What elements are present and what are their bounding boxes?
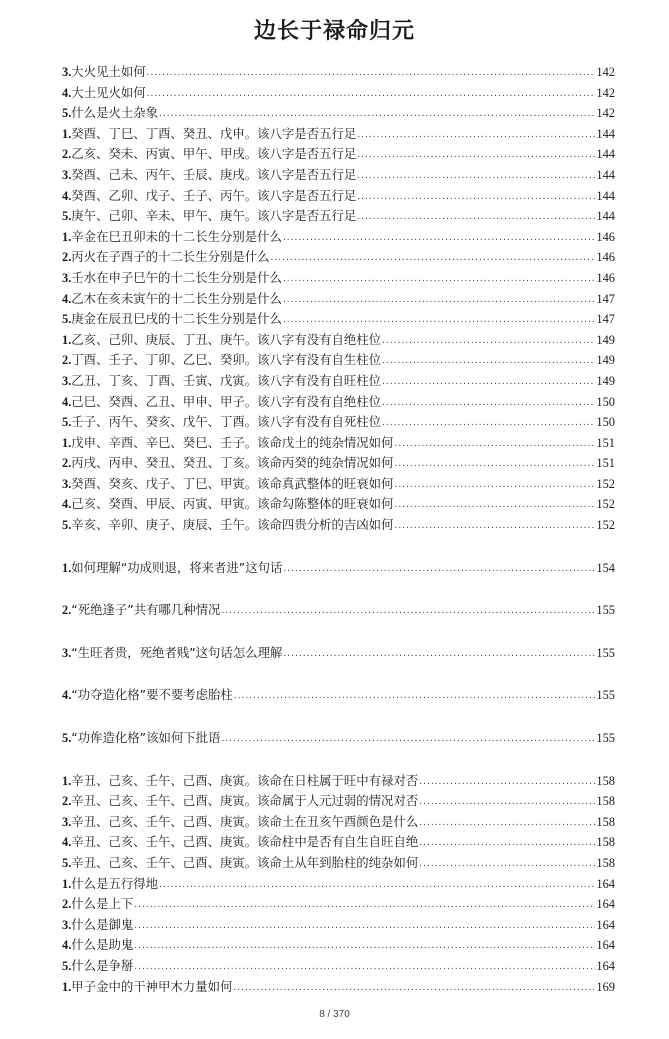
toc-entry-number: 3. (62, 65, 72, 79)
toc-entry-page: 169 (596, 979, 615, 994)
toc-dot-leader (419, 772, 595, 793)
toc-entry-number: 4. (62, 938, 72, 953)
toc-dot-leader (147, 84, 596, 105)
toc-dot-leader (394, 516, 595, 537)
toc-entry[interactable] (62, 227, 615, 248)
toc-entry-title: “死绝逢子”共有哪几种情况 (71, 602, 221, 618)
toc-entry-number: 2. (62, 603, 72, 618)
toc-entry[interactable] (62, 515, 615, 536)
toc-dot-leader (394, 495, 595, 516)
toc-entry-page: 147 (596, 312, 615, 327)
toc-entry-page: 152 (596, 476, 615, 491)
toc-entry-page: 150 (596, 415, 615, 430)
toc-dot-leader (283, 559, 595, 580)
toc-entry-title: 癸酉、癸亥、戊子、丁巳、甲寅。该命真武整体的旺衰如何 (71, 475, 394, 491)
toc-entry-number: 2. (62, 456, 72, 471)
toc-entry-page: 164 (596, 876, 615, 891)
toc-entry-title: 什么是五行得地 (71, 875, 159, 891)
toc-entry[interactable] (62, 144, 615, 165)
toc-entry-page: 158 (596, 794, 615, 809)
toc-entry-page: 152 (596, 497, 615, 512)
toc-entry[interactable] (62, 600, 615, 621)
toc-entry[interactable] (62, 956, 615, 977)
toc-entry[interactable] (62, 494, 615, 515)
toc-entry-title: 什么是御鬼 (71, 916, 134, 932)
toc-entry-title: 乙木在亥未寅午的十二长生分别是什么 (71, 290, 282, 306)
toc-entry-number: 1. (62, 332, 72, 347)
toc-entry-page: 151 (596, 435, 615, 450)
toc-entry-page: 152 (596, 518, 615, 533)
toc-entry-number: 3. (62, 645, 72, 660)
toc-entry-title: “功夺造化格”要不要考虑胎柱 (71, 687, 233, 703)
toc-entry-page: 142 (596, 65, 615, 79)
toc-dot-leader (134, 916, 595, 937)
toc-dot-leader (221, 601, 595, 622)
toc-entry-title: 什么是上下 (71, 896, 134, 912)
toc-entry-page: 144 (596, 209, 615, 224)
toc-entry-number: 1. (62, 979, 72, 994)
toc-entry[interactable] (62, 977, 615, 998)
toc-dot-leader (134, 936, 595, 957)
toc-dot-leader (419, 833, 595, 854)
toc-dot-leader (159, 875, 595, 896)
toc-dot-leader (233, 978, 595, 999)
toc-entry-title: 庚金在辰丑巳戌的十二长生分别是什么 (71, 311, 282, 327)
toc-entry-title: 辛亥、辛卯、庚子、庚辰、壬午。该命四贵分析的吉凶如何 (71, 517, 394, 533)
toc-entry-page: 164 (596, 958, 615, 973)
toc-entry-page: 146 (596, 270, 615, 285)
toc-dot-leader (357, 125, 595, 146)
toc-entry[interactable] (62, 330, 615, 351)
toc-entry[interactable] (62, 685, 615, 706)
toc-entry-page: 155 (596, 688, 615, 703)
toc-entry[interactable] (62, 268, 615, 289)
toc-entry[interactable] (62, 165, 615, 186)
toc-entry-number: 5. (62, 106, 72, 121)
table-of-contents (62, 62, 615, 997)
toc-entry[interactable] (62, 832, 615, 853)
toc-entry-title: 丙戌、丙申、癸丑、癸丑、丁亥。该命丙癸的纯杂情况如何 (71, 455, 394, 471)
toc-entry-title: 甲子金中的干神甲木力量如何 (71, 978, 233, 994)
toc-entry-number: 1. (62, 229, 72, 244)
toc-dot-leader (382, 393, 595, 414)
toc-entry-title: 癸酉、己未、丙午、壬辰、庚戌。该八字是否五行足 (71, 166, 357, 182)
toc-entry-number: 4. (62, 394, 72, 409)
page-number-footer: 8 / 370 (319, 1009, 350, 1020)
toc-entry-title: 乙丑、丁亥、丁酉、壬寅、戊寅。该八字有没有自旺柱位 (71, 372, 382, 388)
toc-entry-title: 庚午、己卯、辛未、甲午、庚午。该八字是否五行足 (71, 208, 357, 224)
toc-entry-page: 144 (596, 147, 615, 162)
toc-entry-page: 154 (596, 560, 615, 575)
toc-entry-title: 壬水在申子巳午的十二长生分别是什么 (71, 269, 282, 285)
toc-entry-page: 155 (596, 731, 615, 746)
toc-entry[interactable] (62, 453, 615, 474)
toc-entry-title: 辛丑、己亥、壬午、己酉、庚寅。该命土在丑亥午酉颜色是什么 (71, 813, 419, 829)
toc-entry-page: 164 (596, 938, 615, 953)
document-title: 边长于禄命归元 (253, 19, 415, 44)
toc-dot-leader (283, 228, 595, 249)
toc-entry-number: 1. (62, 126, 72, 141)
toc-entry-title: 辛丑、己亥、壬午、己酉、庚寅。该命土从年到胎柱的纯杂如何 (71, 855, 419, 870)
toc-entry-title: 癸酉、乙卯、戊子、壬子、丙午。该八字是否五行足 (71, 187, 357, 203)
toc-entry[interactable] (62, 309, 615, 330)
toc-entry-number: 4. (62, 835, 72, 850)
toc-entry-page: 142 (596, 85, 615, 100)
toc-entry-title: 乙亥、癸未、丙寅、甲午、甲戌。该八字是否五行足 (71, 146, 357, 162)
toc-entry-title: 乙亥、己卯、庚辰、丁丑、庚午。该八字有没有自绝柱位 (71, 331, 382, 347)
toc-entry-number: 4. (62, 688, 72, 703)
toc-entry-page: 158 (596, 773, 615, 788)
toc-entry-title: 辛丑、己亥、壬午、己酉、庚寅。该命属于人元过弱的情况对否 (71, 793, 419, 809)
toc-entry-number: 4. (62, 497, 72, 512)
toc-entry[interactable] (62, 124, 615, 145)
toc-dot-leader (419, 854, 595, 875)
toc-dot-leader (357, 187, 595, 208)
toc-entry-page: 146 (596, 229, 615, 244)
toc-entry-number: 1. (62, 876, 72, 891)
toc-entry-number: 4. (62, 188, 72, 203)
toc-dot-leader (419, 813, 595, 834)
toc-entry[interactable] (62, 791, 615, 812)
toc-entry-page: 150 (596, 394, 615, 409)
toc-entry[interactable] (62, 206, 615, 227)
toc-entry-number: 4. (62, 85, 72, 100)
toc-dot-leader (394, 434, 595, 455)
toc-entry-page: 147 (596, 291, 615, 306)
toc-dot-leader (357, 145, 595, 166)
toc-entry[interactable] (62, 433, 615, 454)
toc-entry-page: 164 (596, 917, 615, 932)
toc-entry-title: 癸酉、丁巳、丁酉、癸丑、戊申。该八字是否五行足 (71, 125, 357, 141)
toc-entry-page: 155 (596, 645, 615, 660)
toc-entry-page: 149 (596, 332, 615, 347)
toc-entry-number: 3. (62, 167, 72, 182)
toc-entry[interactable] (62, 874, 615, 895)
toc-entry[interactable] (62, 771, 615, 792)
toc-entry-number: 2. (62, 147, 72, 162)
toc-entry[interactable] (62, 853, 615, 874)
toc-entry[interactable] (62, 935, 615, 956)
toc-entry-title: 壬子、丙午、癸亥、戊午、丁酉。该八字有没有自死柱位 (71, 414, 382, 430)
toc-entry-number: 5. (62, 958, 72, 973)
toc-entry-title: 什么是火土杂象 (71, 105, 159, 121)
toc-entry-number: 3. (62, 476, 72, 491)
toc-entry-page: 158 (596, 856, 615, 870)
toc-entry-number: 1. (62, 773, 72, 788)
toc-entry-title: 辛丑、己亥、壬午、己酉、庚寅。该命柱中是否有自生自旺自绝 (71, 834, 419, 850)
toc-entry[interactable] (62, 412, 615, 433)
toc-dot-leader (283, 290, 595, 311)
toc-dot-leader (382, 351, 595, 372)
toc-entry[interactable] (62, 812, 615, 833)
toc-entry-number: 5. (62, 518, 72, 533)
toc-entry-page: 142 (596, 106, 615, 121)
toc-dot-leader (234, 686, 596, 707)
toc-entry-number: 5. (62, 415, 72, 430)
toc-entry-page: 164 (596, 897, 615, 912)
toc-dot-leader (221, 729, 595, 750)
toc-entry-page: 144 (596, 126, 615, 141)
toc-entry-number: 2. (62, 794, 72, 809)
toc-dot-leader (382, 372, 595, 393)
toc-entry-number: 3. (62, 814, 72, 829)
toc-dot-leader (382, 413, 595, 434)
toc-entry-page: 155 (596, 603, 615, 618)
toc-entry[interactable] (62, 103, 615, 124)
toc-dot-leader (283, 269, 595, 290)
toc-entry-page: 151 (596, 456, 615, 471)
toc-entry-number: 5. (62, 731, 72, 746)
toc-entry-page: 158 (596, 835, 615, 850)
toc-entry-number: 2. (62, 353, 72, 368)
toc-entry-page: 149 (596, 353, 615, 368)
toc-entry-title: “功侔造化格”该如何下批语 (71, 730, 221, 746)
toc-entry-page: 158 (596, 814, 615, 829)
toc-entry-page: 146 (596, 250, 615, 265)
toc-entry-number: 5. (62, 856, 72, 870)
toc-entry-page: 144 (596, 188, 615, 203)
toc-entry[interactable] (62, 247, 615, 268)
toc-dot-leader (394, 454, 595, 475)
toc-entry-number: 1. (62, 435, 72, 450)
toc-entry-page: 144 (596, 167, 615, 182)
toc-entry-number: 2. (62, 897, 72, 912)
toc-entry-number: 5. (62, 312, 72, 327)
toc-entry-title: 什么是争掰 (71, 957, 134, 973)
toc-entry[interactable] (62, 728, 615, 749)
toc-entry-title: 辛金在巳丑卯未的十二长生分别是什么 (71, 228, 282, 244)
toc-entry-title: 戊申、辛酉、辛巳、癸巳、壬子。该命戊土的纯杂情况如何 (71, 434, 394, 450)
toc-dot-leader (394, 475, 595, 496)
toc-entry-number: 3. (62, 917, 72, 932)
toc-entry[interactable] (62, 371, 615, 392)
toc-entry[interactable] (62, 83, 615, 104)
toc-entry-title: 辛丑、己亥、壬午、己酉、庚寅。该命在日柱属于旺中有禄对否 (71, 772, 419, 788)
toc-entry-title: “生旺者贵，死绝者贱”这句话怎么理解 (71, 644, 283, 660)
toc-entry-number: 3. (62, 373, 72, 388)
toc-entry-title: 己亥、癸酉、甲辰、丙寅、甲寅。该命勾陈整体的旺衰如何 (71, 496, 394, 512)
toc-entry-title: 丁酉、壬子、丁卯、乙巳、癸卯。该八字有没有自生柱位 (71, 352, 382, 368)
toc-dot-leader (283, 644, 595, 665)
toc-dot-leader (147, 63, 596, 84)
toc-entry[interactable] (62, 392, 615, 413)
toc-entry-title: 如何理解“功成则退，将来者进”这句话 (71, 559, 283, 575)
toc-entry[interactable] (62, 62, 615, 83)
toc-dot-leader (357, 166, 595, 187)
toc-entry[interactable] (62, 894, 615, 915)
toc-dot-leader (134, 957, 595, 978)
toc-entry-title: 己巳、癸酉、乙丑、甲申、甲子。该八字有没有自绝柱位 (71, 393, 382, 409)
toc-entry[interactable] (62, 558, 615, 579)
toc-dot-leader (419, 792, 595, 813)
toc-entry[interactable] (62, 186, 615, 207)
toc-entry-number: 3. (62, 270, 72, 285)
toc-entry[interactable] (62, 289, 615, 310)
toc-dot-leader (134, 895, 595, 916)
toc-entry[interactable] (62, 643, 615, 664)
toc-entry-number: 2. (62, 250, 72, 265)
toc-entry-title: 大火见土如何 (71, 64, 146, 79)
toc-entry-number: 5. (62, 209, 72, 224)
toc-entry-title: 大土见火如何 (71, 84, 146, 100)
toc-entry-number: 1. (62, 560, 72, 575)
toc-entry[interactable] (62, 915, 615, 936)
toc-dot-leader (357, 207, 595, 228)
toc-dot-leader (382, 331, 595, 352)
toc-dot-leader (271, 248, 596, 269)
toc-entry-title: 丙火在子酉子的十二长生分别是什么 (71, 249, 270, 265)
toc-entry[interactable] (62, 350, 615, 371)
toc-entry-page: 149 (596, 373, 615, 388)
toc-entry[interactable] (62, 474, 615, 495)
toc-dot-leader (283, 310, 595, 331)
toc-entry-number: 4. (62, 291, 72, 306)
toc-entry-title: 什么是助鬼 (71, 937, 134, 953)
toc-dot-leader (159, 104, 595, 125)
